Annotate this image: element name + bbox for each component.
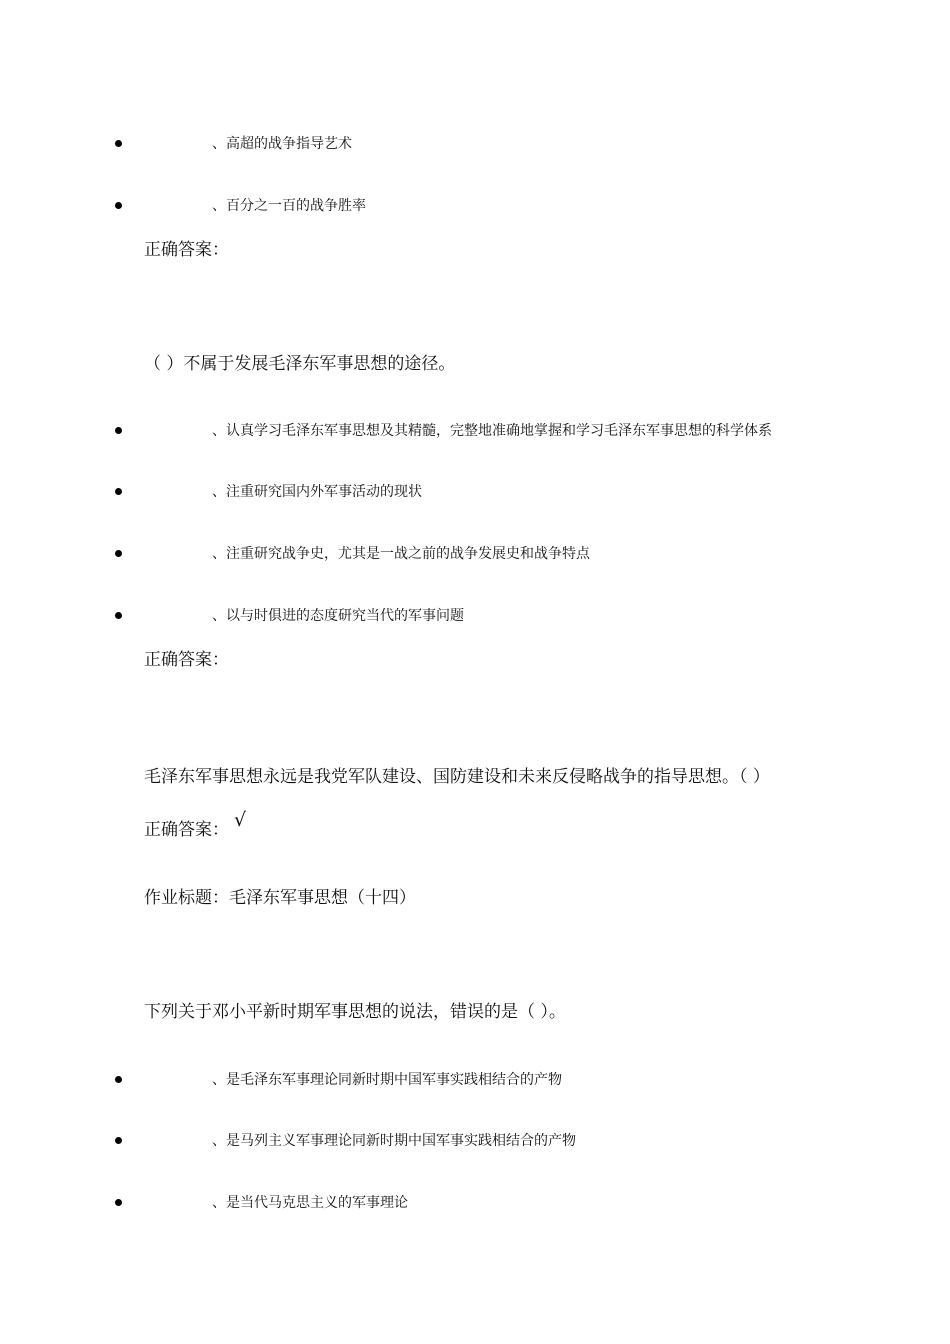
q4-question: 下列关于邓小平新时期军事思想的说法，错误的是（ ）。 <box>144 1002 566 1022</box>
option-bullet <box>115 427 122 434</box>
option-bullet <box>115 550 122 557</box>
option-bullet <box>115 1199 122 1206</box>
option-bullet <box>115 1137 122 1144</box>
option-bullet <box>115 1076 122 1083</box>
option-bullet <box>115 140 122 147</box>
q2-option-4: 、以与时俱进的态度研究当代的军事问题 <box>212 608 464 624</box>
q2-option-3: 、注重研究战争史，尤其是一战之前的战争发展史和战争特点 <box>212 546 590 562</box>
q3-answer-check: √ <box>234 809 247 831</box>
q4-option-1: 、是毛泽东军事理论同新时期中国军事实践相结合的产物 <box>212 1072 562 1088</box>
q2-option-1: 、认真学习毛泽东军事思想及其精髓，完整地准确地掌握和学习毛泽东军事思想的科学体系 <box>212 423 772 439</box>
q1-option-2: 、百分之一百的战争胜率 <box>212 198 366 214</box>
q2-question: （ ）不属于发展毛泽东军事思想的途径。 <box>144 354 456 374</box>
option-bullet <box>115 488 122 495</box>
q2-answer-label: 正确答案： <box>144 650 229 670</box>
q3-answer-label: 正确答案： <box>144 820 229 840</box>
assignment-title: 作业标题：毛泽东军事思想（十四） <box>144 888 416 908</box>
q4-option-2: 、是马列主义军事理论同新时期中国军事实践相结合的产物 <box>212 1133 576 1149</box>
option-bullet <box>115 202 122 209</box>
q1-option-1: 、高超的战争指导艺术 <box>212 136 352 152</box>
q2-option-2: 、注重研究国内外军事活动的现状 <box>212 484 422 500</box>
q3-question: 毛泽东军事思想永远是我党军队建设、国防建设和未来反侵略战争的指导思想。（ ） <box>144 767 770 787</box>
option-bullet <box>115 612 122 619</box>
q1-answer-label: 正确答案： <box>144 240 229 260</box>
q4-option-3: 、是当代马克思主义的军事理论 <box>212 1195 408 1211</box>
